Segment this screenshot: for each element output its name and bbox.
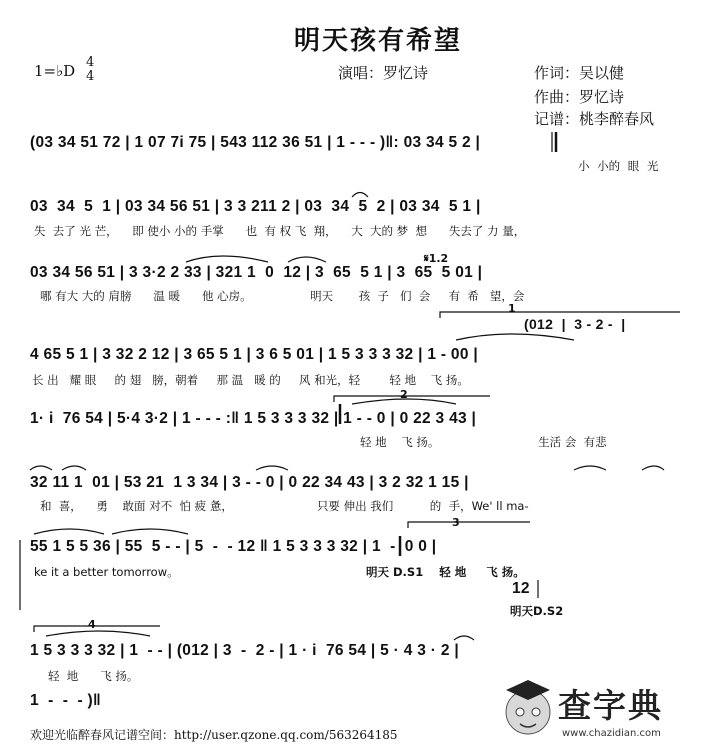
footer-credit: 欢迎光临醉春风记谱空间：http://user.qzone.qq.com/563264185 — [30, 728, 398, 742]
score-row-1: (03 34 51 72 | 1 07 7i 75 | 543 112 36 51 | 1 - - - )‖: 03 34 5 2 | — [30, 134, 481, 151]
triplet-3-label: 3 — [452, 516, 460, 529]
volta-2-label: 2 — [400, 388, 408, 401]
lyrics-row-1: 小 小的 眼 光 — [578, 159, 659, 173]
intro-fragment: (012 | 3 - 2 - | — [524, 316, 626, 332]
mascot-icon — [500, 672, 556, 742]
composer-credit: 作曲：罗忆诗 — [534, 88, 625, 106]
lyrics-row-5: 轻 地 飞 扬。 生活 会 有悲 — [360, 435, 607, 449]
score-row-6: 32 11 1 01 | 53 21 1 3 34 | 3 - - 0 | 0 22 34 43 | 3 2 32 1 15 | — [30, 474, 469, 491]
lyrics-row-8: 明天D.S2 — [510, 604, 564, 618]
time-signature-bottom: 4 — [86, 69, 95, 84]
lyrics-row-4: 长 出 耀 眼 的 翅 膀，朝着 那 温 暖 的 风 和光，轻 轻 地 飞 扬。 — [32, 373, 469, 387]
singer-credit: 演唱：罗忆诗 — [338, 64, 429, 82]
watermark-url: www.chazidian.com — [562, 728, 661, 739]
score-row-8: 12 — [512, 580, 530, 597]
score-row-9: 1 5 3 3 3 32 | 1 - - | (012 | 3 - 2 - | 1 · i 76 54 | 5 · 4 3 · 2 | — [30, 642, 459, 659]
time-signature-top: 4 — [86, 55, 95, 70]
score-row-7: 55 1 5 5 36 | 55 5 - - | 5 - - 12 ‖ 1 5 3 3 3 32 | 1 - 0 0 | — [30, 538, 437, 555]
lyricist-credit: 作词：吴以健 — [534, 64, 625, 82]
lyrics-row-7b: 明天 D.S1 轻 地 飞 扬。 — [366, 565, 525, 579]
lyrics-row-2: 失 去了 光 芒， 即 使小 小的 手掌 也 有 权 飞 翔， 大 大的 梦 想 失去了 力 量， — [34, 224, 526, 238]
page-title: 明天孩有希望 — [294, 26, 463, 56]
segno-mark: 𝄋1.2 — [424, 252, 449, 265]
score-row-2: 03 34 5 1 | 03 34 56 51 | 3 3 211 2 | 03 34 5 2 | 03 34 5 1 | — [30, 198, 481, 215]
lyrics-row-7: ke it a better tomorrow。 — [34, 565, 179, 579]
score-row-10: 1 - - - )‖ — [30, 692, 102, 709]
key-signature: 1=♭D — [34, 62, 76, 80]
volta-1-label: 1 — [508, 302, 516, 315]
triplet-4-label: 4 — [88, 618, 96, 631]
score-row-5: 1· i 76 54 | 5·4 3·2 | 1 - - - :‖ 1 5 3 3 3 32 | 1 - - 0 | 0 22 3 43 | — [30, 410, 477, 427]
score-row-4: 4 65 5 1 | 3 32 2 12 | 3 65 5 1 | 3 6 5 01 | 1 5 3 3 3 32 | 1 - 00 | — [30, 346, 479, 363]
lyrics-row-6: 和 喜， 勇 敢面 对不 怕 疲 惫， 只要 伸出 我们 的 手，We' ll ma- — [40, 499, 529, 513]
lyrics-row-3: 哪 有大 大的 肩膀 温 暖 他 心房。 明天 孩 子 们 会 有 希 望，会 — [40, 289, 525, 303]
watermark-brand: 查字典 — [558, 686, 663, 725]
score-row-3: 03 34 56 51 | 3 3·2 2 33 | 321 1 0 12 | 3 65 5 1 | 3 65 5 01 | — [30, 264, 483, 281]
lyrics-row-9: 轻 地 飞 扬。 — [48, 669, 139, 683]
transcriber-credit: 记谱：桃李醉春风 — [534, 110, 655, 128]
watermark — [500, 672, 700, 748]
